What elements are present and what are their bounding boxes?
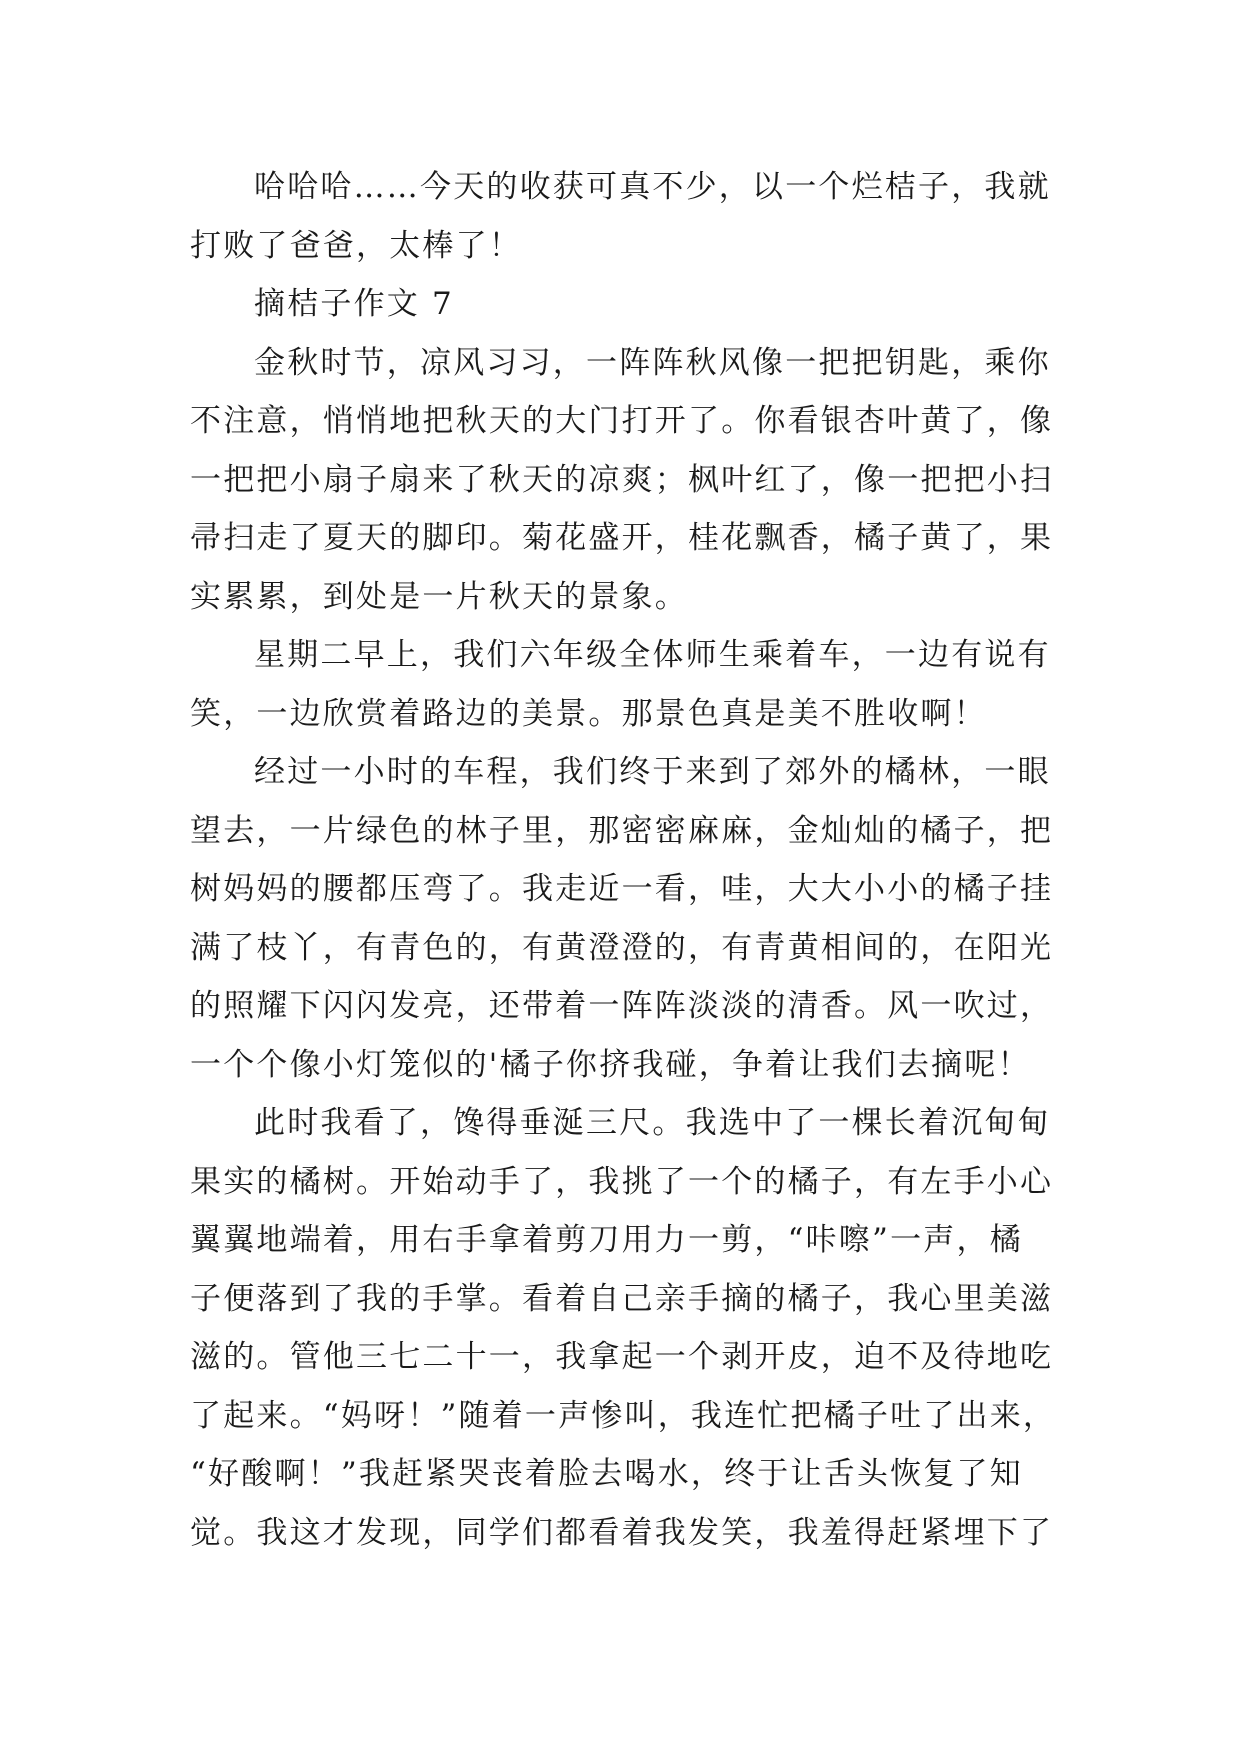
text-line: 金秋时节，凉风习习，一阵阵秋风像一把把钥匙，乘你 — [254, 344, 1051, 381]
text-line: 望去，一片绿色的林子里，那密密麻麻，金灿灿的橘子，把 — [190, 812, 1054, 849]
document-body — [190, 158, 1057, 1562]
text-line: 果实的橘树。开始动手了，我挑了一个的橘子，有左手小心 — [190, 1163, 1054, 1200]
text-line: 此时我看了，馋得垂涎三尺。我选中了一棵长着沉甸甸 — [254, 1105, 1051, 1141]
text-line: 翼翼地端着，用右手拿着剪刀用力一剪，“咔嚓”一声，橘 — [190, 1222, 1023, 1258]
section-heading: 摘桔子作文 7 — [254, 286, 454, 322]
text-line: “好酸啊！”我赶紧哭丧着脸去喝水，终于让舌头恢复了知 — [190, 1456, 1023, 1492]
text-line: 树妈妈的腰都压弯了。我走近一看，哇，大大小小的橘子挂 — [190, 871, 1054, 907]
text-line: 的照耀下闪闪发亮，还带着一阵阵淡淡的清香。风一吹过， — [190, 988, 1054, 1024]
text-line: 觉。我这才发现，同学们都看着我发笑，我羞得赶紧埋下了 — [190, 1514, 1054, 1551]
text-line: 打败了爸爸，太棒了！ — [190, 227, 522, 264]
text-line: 笑，一边欣赏着路边的美景。那景色真是美不胜收啊！ — [190, 695, 987, 732]
text-line: 哈哈哈……今天的收获可真不少，以一个烂桔子，我就 — [254, 169, 1051, 205]
text-line: 一把把小扇子扇来了秋天的凉爽；枫叶红了，像一把把小扫 — [190, 461, 1054, 498]
text-line: 了起来。“妈呀！”随着一声惨叫，我连忙把橘子吐了出来， — [190, 1397, 1057, 1434]
text-line: 实累累，到处是一片秋天的景象。 — [190, 578, 688, 615]
text-line: 星期二早上，我们六年级全体师生乘着车，一边有说有 — [254, 637, 1051, 673]
text-line: 帚扫走了夏天的脚印。菊花盛开，桂花飘香，橘子黄了，果 — [190, 520, 1054, 556]
text-line: 满了枝丫，有青色的，有黄澄澄的，有青黄相间的，在阳光 — [190, 929, 1054, 966]
text-line: 一个个像小灯笼似的'橘子你挤我碰，争着让我们去摘呢！ — [190, 1046, 1031, 1083]
text-line: 经过一小时的车程，我们终于来到了郊外的橘林，一眼 — [254, 754, 1051, 790]
text-line: 子便落到了我的手掌。看着自己亲手摘的橘子，我心里美滋 — [190, 1280, 1054, 1317]
text-line: 滋的。管他三七二十一，我拿起一个剥开皮，迫不及待地吃 — [190, 1339, 1054, 1375]
text-line: 不注意，悄悄地把秋天的大门打开了。你看银杏叶黄了，像 — [190, 403, 1054, 439]
